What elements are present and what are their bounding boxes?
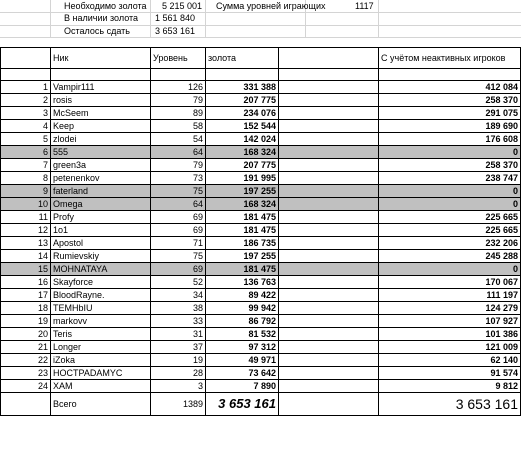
row-index[interactable]: 21 [1,341,51,354]
gridline [50,0,51,38]
player-level[interactable]: 79 [151,159,206,172]
player-gold[interactable]: 136 763 [206,276,279,289]
player-nick[interactable]: Omega [51,198,151,211]
levels-sum-value[interactable]: 1117 [355,1,374,11]
player-nick[interactable]: faterland [51,185,151,198]
player-level[interactable]: 79 [151,94,206,107]
player-level[interactable]: 126 [151,81,206,94]
gap-cell[interactable] [279,315,379,328]
player-gold[interactable]: 99 942 [206,302,279,315]
gap-cell[interactable] [279,146,379,159]
player-gold[interactable]: 186 735 [206,237,279,250]
row-index[interactable]: 2 [1,94,51,107]
table-row [1,328,521,341]
player-gold[interactable]: 331 388 [206,81,279,94]
header-active[interactable]: С учётом неактивных игроков [379,48,521,69]
player-level[interactable]: 71 [151,237,206,250]
player-gold-adjusted[interactable]: 0 [379,146,521,159]
gap-cell[interactable] [279,198,379,211]
player-nick[interactable]: TEMHbIU [51,302,151,315]
table-row [1,211,521,224]
table-row [1,302,521,315]
player-gold-adjusted[interactable]: 124 279 [379,302,521,315]
player-level[interactable]: 75 [151,185,206,198]
gold-table [0,47,521,416]
row-index[interactable]: 13 [1,237,51,250]
table-row [1,146,521,159]
player-nick[interactable]: Skayforce [51,276,151,289]
player-gold-adjusted[interactable]: 258 370 [379,94,521,107]
player-gold-adjusted[interactable]: 245 288 [379,250,521,263]
row-index[interactable]: 10 [1,198,51,211]
have-gold-value[interactable]: 1 561 840 [155,13,196,23]
player-level[interactable]: 3 [151,380,206,393]
player-level[interactable]: 34 [151,289,206,302]
player-nick[interactable]: Keep [51,120,151,133]
player-gold[interactable]: 97 312 [206,341,279,354]
player-gold-adjusted[interactable]: 225 665 [379,224,521,237]
player-level[interactable]: 33 [151,315,206,328]
total-level[interactable]: 1389 [151,393,206,416]
blank-row [1,69,521,81]
gap-cell[interactable] [279,120,379,133]
player-level[interactable]: 37 [151,341,206,354]
player-gold-adjusted[interactable]: 107 927 [379,315,521,328]
table-row [1,263,521,276]
table-row [1,276,521,289]
player-nick[interactable]: markovv [51,315,151,328]
gap-cell[interactable] [279,81,379,94]
player-gold[interactable]: 152 544 [206,120,279,133]
player-level[interactable]: 64 [151,146,206,159]
row-index[interactable]: 16 [1,276,51,289]
player-level[interactable]: 69 [151,263,206,276]
row-index[interactable]: 9 [1,185,51,198]
player-nick[interactable]: petenenkov [51,172,151,185]
blank-cell[interactable] [51,69,151,81]
row-index[interactable]: 18 [1,302,51,315]
player-gold[interactable]: 207 775 [206,94,279,107]
player-gold-adjusted[interactable]: 91 574 [379,367,521,380]
gap-cell[interactable] [279,211,379,224]
player-nick[interactable]: rosis [51,94,151,107]
player-gold-adjusted[interactable]: 0 [379,185,521,198]
table-row [1,237,521,250]
player-nick[interactable]: BloodRayne. [51,289,151,302]
player-gold-adjusted[interactable]: 62 140 [379,354,521,367]
player-gold-adjusted[interactable]: 176 608 [379,133,521,146]
player-gold-adjusted[interactable]: 238 747 [379,172,521,185]
player-gold-adjusted[interactable]: 121 009 [379,341,521,354]
player-gold[interactable]: 181 475 [206,211,279,224]
player-gold-adjusted[interactable]: 111 197 [379,289,521,302]
table-row [1,159,521,172]
player-nick[interactable]: iZoka [51,354,151,367]
player-level[interactable]: 69 [151,224,206,237]
have-gold-label[interactable]: В наличии золота [64,13,139,23]
player-gold[interactable]: 207 775 [206,159,279,172]
blank-cell[interactable] [279,69,379,81]
need-gold-label[interactable]: Необходимо золота [64,1,147,11]
player-nick[interactable]: XAM [51,380,151,393]
table-row [1,172,521,185]
gap-cell[interactable] [279,107,379,120]
gap-cell[interactable] [279,302,379,315]
row-index[interactable]: 1 [1,81,51,94]
player-gold[interactable]: 81 532 [206,328,279,341]
gap-cell[interactable] [279,159,379,172]
left-to-pay-value[interactable]: 3 653 161 [155,26,196,36]
player-level[interactable]: 54 [151,133,206,146]
gap-cell[interactable] [279,380,379,393]
player-gold[interactable]: 197 255 [206,185,279,198]
row-index[interactable]: 23 [1,367,51,380]
table-row [1,367,521,380]
blank-cell[interactable] [1,69,51,81]
player-gold-adjusted[interactable]: 189 690 [379,120,521,133]
player-gold[interactable]: 191 995 [206,172,279,185]
player-nick[interactable]: HOCTPADAMYC [51,367,151,380]
player-gold[interactable]: 49 971 [206,354,279,367]
table-row [1,224,521,237]
gap-cell[interactable] [279,367,379,380]
table-row [1,315,521,328]
table-row [1,120,521,133]
row-index[interactable]: 6 [1,146,51,159]
player-gold-adjusted[interactable]: 0 [379,198,521,211]
header-level[interactable]: Уровень [151,48,206,69]
levels-sum-label[interactable]: Сумма уровней играющих [216,1,326,11]
header-gold[interactable]: золота [206,48,279,69]
row-index[interactable]: 20 [1,328,51,341]
player-nick[interactable]: Teris [51,328,151,341]
table-row [1,354,521,367]
row-index[interactable]: 4 [1,120,51,133]
gridline [0,37,521,38]
player-level[interactable]: 28 [151,367,206,380]
player-nick[interactable]: Longer [51,341,151,354]
player-nick[interactable]: 1o1 [51,224,151,237]
gap-cell[interactable] [279,276,379,289]
table-row [1,341,521,354]
need-gold-value[interactable]: 5 215 001 [161,1,202,11]
blank-cell[interactable] [206,69,279,81]
gap-cell[interactable] [279,172,379,185]
player-gold[interactable]: 197 255 [206,250,279,263]
player-gold[interactable]: 7 890 [206,380,279,393]
player-level[interactable]: 69 [151,211,206,224]
table-row [1,81,521,94]
player-gold[interactable]: 181 475 [206,224,279,237]
row-index[interactable]: 15 [1,263,51,276]
player-gold[interactable]: 86 792 [206,315,279,328]
row-index[interactable]: 8 [1,172,51,185]
player-gold-adjusted[interactable]: 101 386 [379,328,521,341]
total-index-cell[interactable] [1,393,51,416]
table-row [1,185,521,198]
row-index[interactable]: 11 [1,211,51,224]
player-gold[interactable]: 168 324 [206,146,279,159]
row-index[interactable]: 22 [1,354,51,367]
gap-cell[interactable] [279,328,379,341]
row-index[interactable]: 12 [1,224,51,237]
gap-cell[interactable] [279,289,379,302]
player-nick[interactable]: Profy [51,211,151,224]
player-nick[interactable]: Apostol [51,237,151,250]
table-row [1,133,521,146]
left-to-pay-label[interactable]: Осталось сдать [64,26,130,36]
row-index[interactable]: 3 [1,107,51,120]
player-level[interactable]: 89 [151,107,206,120]
player-gold[interactable]: 89 422 [206,289,279,302]
player-nick[interactable]: MOHNATAYA [51,263,151,276]
gridline [205,0,206,38]
table-row [1,289,521,302]
total-gap-cell[interactable] [279,393,379,416]
player-gold-adjusted[interactable]: 412 084 [379,81,521,94]
gap-cell[interactable] [279,94,379,107]
player-gold[interactable]: 168 324 [206,198,279,211]
player-gold[interactable]: 73 642 [206,367,279,380]
total-gold[interactable]: 3 653 161 [206,393,279,416]
player-gold[interactable]: 181 475 [206,263,279,276]
player-level[interactable]: 58 [151,120,206,133]
player-level[interactable]: 64 [151,198,206,211]
row-index[interactable]: 17 [1,289,51,302]
player-level[interactable]: 52 [151,276,206,289]
player-nick[interactable]: Vampir111 [51,81,151,94]
player-gold-adjusted[interactable]: 225 665 [379,211,521,224]
player-level[interactable]: 75 [151,250,206,263]
player-gold-adjusted[interactable]: 170 067 [379,276,521,289]
blank-cell[interactable] [379,69,521,81]
header-nick[interactable]: Ник [51,48,151,69]
player-gold[interactable]: 234 076 [206,107,279,120]
gap-cell[interactable] [279,263,379,276]
player-gold[interactable]: 142 024 [206,133,279,146]
total-active[interactable]: 3 653 161 [379,393,521,416]
row-index[interactable]: 19 [1,315,51,328]
table-row [1,250,521,263]
player-gold-adjusted[interactable]: 258 370 [379,159,521,172]
table-row [1,94,521,107]
player-gold-adjusted[interactable]: 232 206 [379,237,521,250]
total-row [1,393,521,416]
header-gap[interactable] [279,48,379,69]
player-level[interactable]: 19 [151,354,206,367]
row-index[interactable]: 5 [1,133,51,146]
player-gold-adjusted[interactable]: 9 812 [379,380,521,393]
player-nick[interactable]: McSeem [51,107,151,120]
gap-cell[interactable] [279,185,379,198]
player-nick[interactable]: green3a [51,159,151,172]
player-level[interactable]: 73 [151,172,206,185]
player-level[interactable]: 31 [151,328,206,341]
row-index[interactable]: 14 [1,250,51,263]
row-index[interactable]: 7 [1,159,51,172]
player-nick[interactable]: zlodei [51,133,151,146]
header-index[interactable] [1,48,51,69]
player-nick[interactable]: 555 [51,146,151,159]
gap-cell[interactable] [279,237,379,250]
player-nick[interactable]: Rumievskiy [51,250,151,263]
player-gold-adjusted[interactable]: 291 075 [379,107,521,120]
blank-cell[interactable] [151,69,206,81]
gap-cell[interactable] [279,354,379,367]
player-gold-adjusted[interactable]: 0 [379,263,521,276]
player-level[interactable]: 38 [151,302,206,315]
header-row [1,48,521,69]
table-row [1,380,521,393]
gridline [378,0,379,38]
gap-cell[interactable] [279,341,379,354]
summary-block [0,0,521,38]
row-index[interactable]: 24 [1,380,51,393]
total-label[interactable]: Всего [51,393,151,416]
table-row [1,107,521,120]
table-row [1,198,521,211]
gap-cell[interactable] [279,250,379,263]
gap-cell[interactable] [279,133,379,146]
gap-cell[interactable] [279,224,379,237]
